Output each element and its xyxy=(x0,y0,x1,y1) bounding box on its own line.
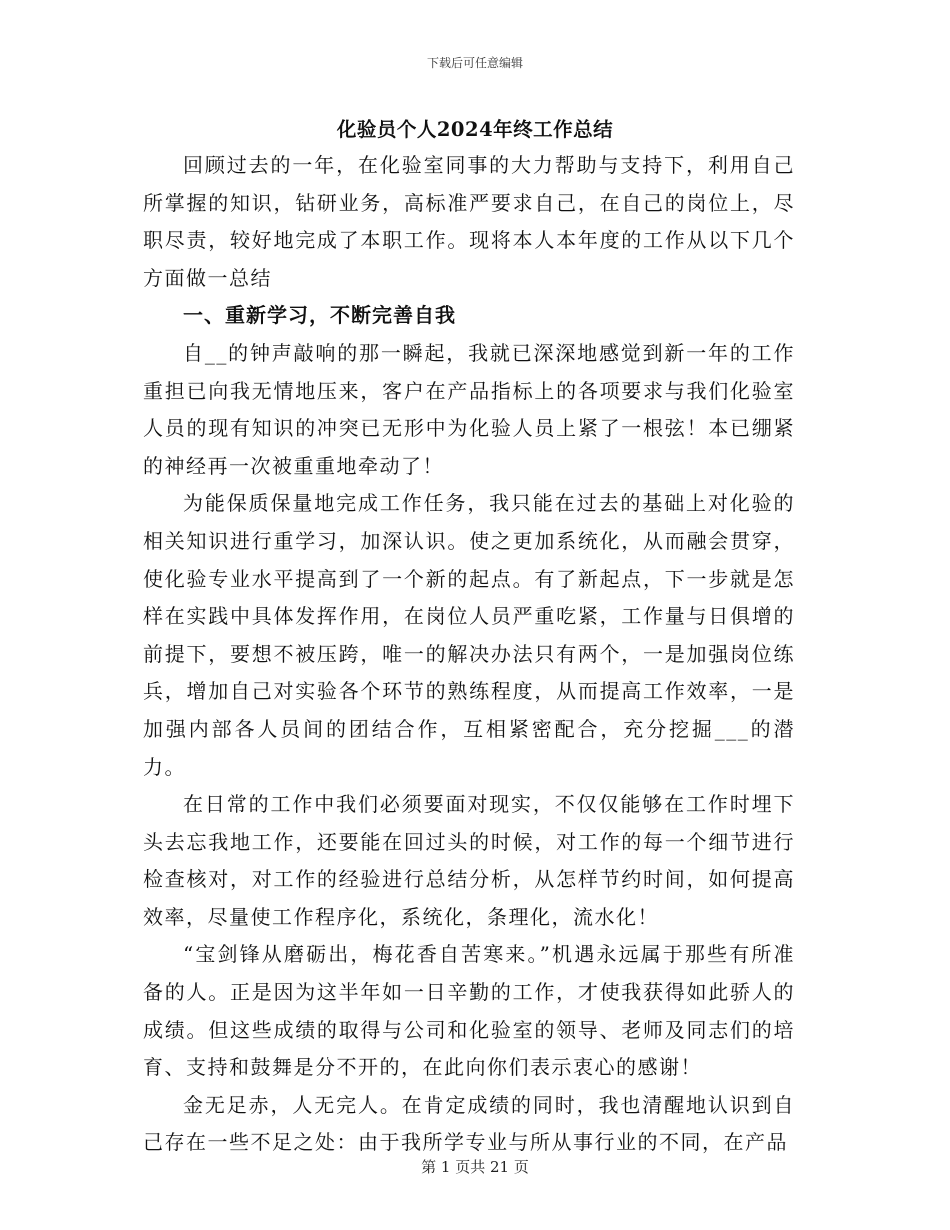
paragraph-intro: 回顾过去的一年，在化验室同事的大力帮助与支持下，利用自己所掌握的知识，钻研业务，高标准严要求自己，在自己的岗位上，尽职尽责，较好地完成了本职工作。现将本人本年度的工作从以下几个方面做一总结 xyxy=(143,153,795,290)
paragraph: 自__的钟声敲响的那一瞬起，我就已深深地感觉到新一年的工作重担已向我无情地压来，客户在产品指标上的各项要求与我们化验室人员的现有知识的冲突已无形中为化验人员上紧了一根弦！本已绷紧的神经再一次被重重地牵动了！ xyxy=(143,340,795,478)
page-footer: 第 1 页共 21 页 xyxy=(421,1158,529,1176)
paragraph: “宝剑锋从磨砺出，梅花香自苦寒来。”机遇永远属于那些有所准备的人。正是因为这半年如一日辛勤的工作，才使我获得如此骄人的成绩。但这些成绩的取得与公司和化验室的领导、老师及同志们的培育、支持和鼓舞是分不开的，在此向你们表示衷心的感谢！ xyxy=(143,942,795,1080)
document-title: 化验员个人2024年终工作总结 xyxy=(336,118,614,141)
paragraph: 在日常的工作中我们必须要面对现实，不仅仅能够在工作时埋下头去忘我地工作，还要能在回过头的时候，对工作的每一个细节进行检查核对，对工作的经验进行总结分析，从怎样节约时间，如何提高效率，尽量使工作程序化，系统化，条理化，流水化！ xyxy=(143,792,795,929)
section-heading: 一、重新学习，不断完善自我 xyxy=(183,303,456,328)
paragraph: 金无足赤，人无完人。在肯定成绩的同时，我也清醒地认识到自己存在一些不足之处：由于我所学专业与所从事行业的不同，在产品 xyxy=(143,1092,795,1155)
page-header: 下载后可任意编辑 xyxy=(426,56,523,70)
document-body xyxy=(143,147,795,1162)
paragraph: 为能保质保量地完成工作任务，我只能在过去的基础上对化验的相关知识进行重学习，加深认识。使之更加系统化，从而融会贯穿，使化验专业水平提高到了一个新的起点。有了新起点，下一步就是怎样在实践中具体发挥作用，在岗位人员严重吃紧，工作量与日俱增的前提下，要想不被压跨，唯一的解决办法只有两个，一是加强岗位练兵，增加自己对实验各个环节的熟练程度，从而提高工作效率，一是加强内部各人员间的团结合作，互相紧密配合，充分挖掘___的潜力。 xyxy=(143,491,795,779)
